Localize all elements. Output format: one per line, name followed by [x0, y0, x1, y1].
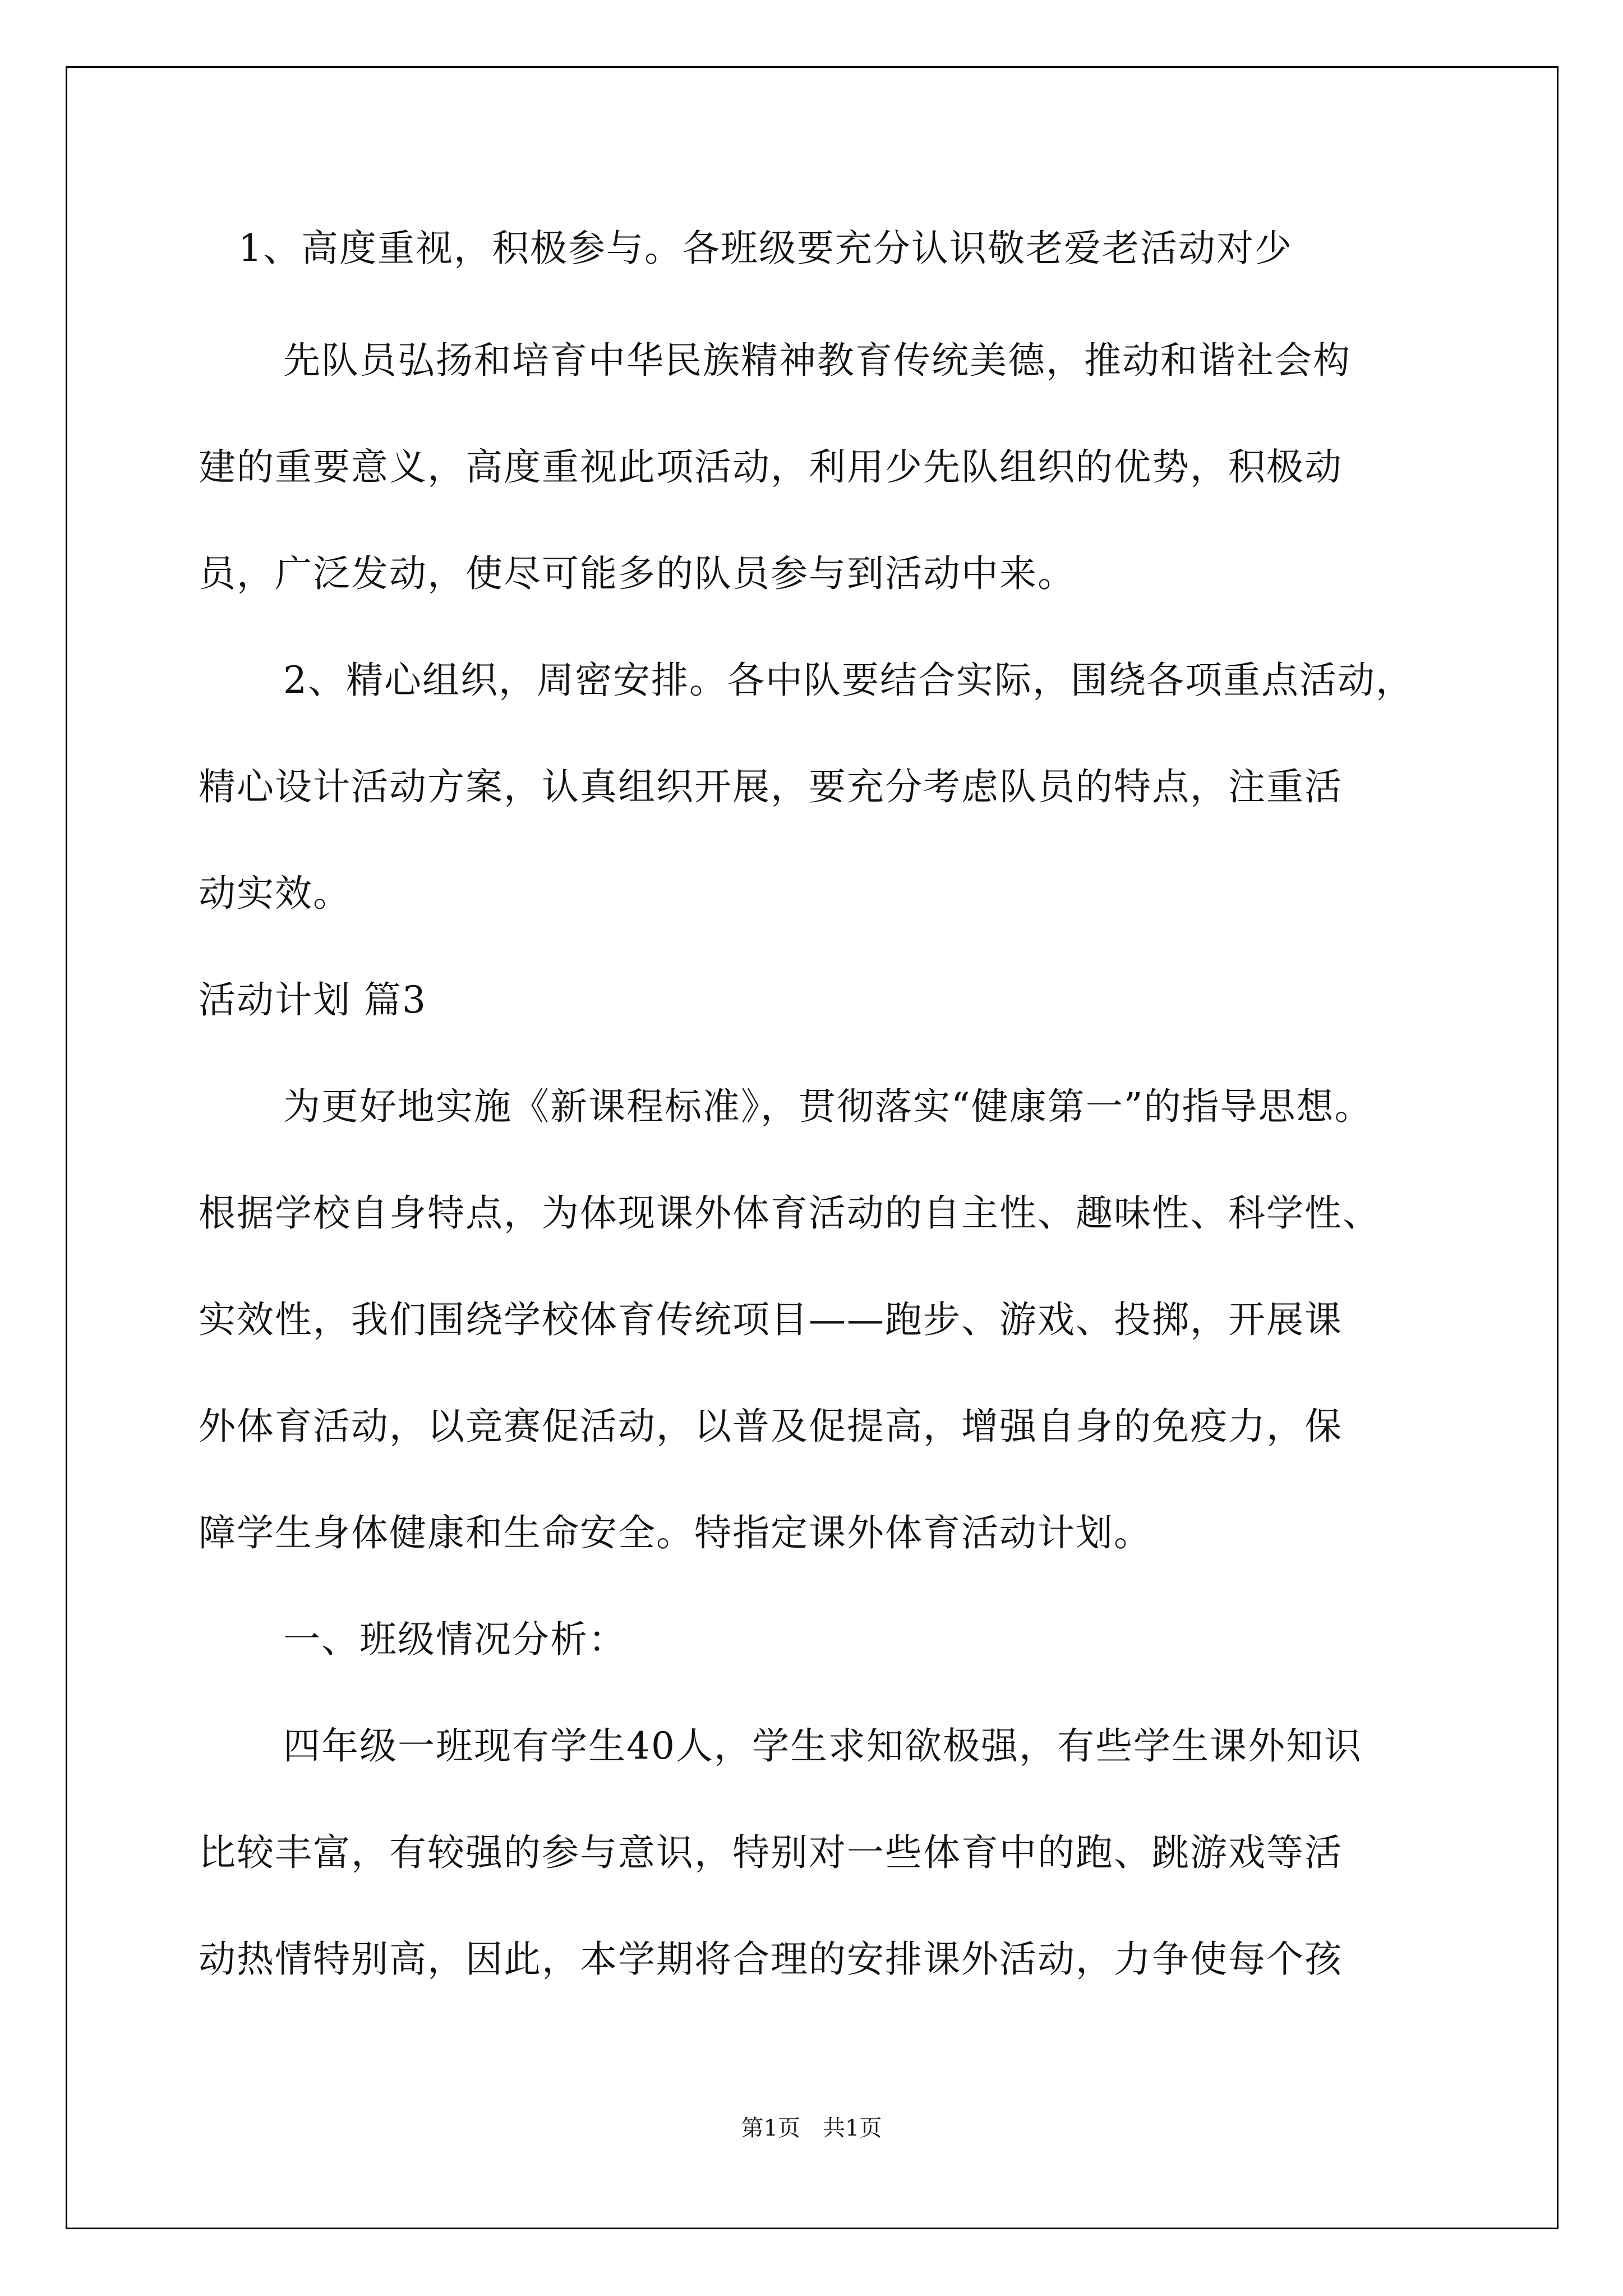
section-heading: 活动计划 篇3 [199, 978, 427, 1022]
paragraph-line: 为更好地实施《新课程标准》，贯彻落实“健康第一”的指导思想。 [283, 1085, 1373, 1128]
subsection-heading: 一、班级情况分析： [283, 1618, 626, 1661]
paragraph-line: 实效性，我们围绕学校体育传统项目——跑步、游戏、投掷，开展课 [199, 1298, 1343, 1341]
paragraph-line: 员，广泛发动，使尽可能多的队员参与到活动中来。 [199, 552, 1076, 595]
paragraph-line: 1、高度重视，积极参与。各班级要充分认识敬老爱老活动对少 [238, 227, 1293, 270]
paragraph-line: 比较丰富，有较强的参与意识，特别对一些体育中的跑、跳游戏等活 [199, 1831, 1343, 1874]
page-footer: 第1页 共1页 [741, 2115, 882, 2141]
paragraph-line: 精心设计活动方案，认真组织开展，要充分考虑队员的特点，注重活 [199, 765, 1343, 808]
paragraph-line: 根据学校自身特点，为体现课外体育活动的自主性、趣味性、科学性、 [199, 1191, 1381, 1235]
paragraph-line: 建的重要意义，高度重视此项活动，利用少先队组织的优势，积极动 [199, 445, 1343, 489]
paragraph-line: 四年级一班现有学生40人，学生求知欲极强，有些学生课外知识 [283, 1724, 1362, 1768]
paragraph-line: 外体育活动，以竞赛促活动，以普及促提高，增强自身的免疫力，保 [199, 1405, 1343, 1448]
paragraph-line: 2、精心组织，周密安排。各中队要结合实际，围绕各项重点活动， [283, 659, 1414, 702]
paragraph-line: 先队员弘扬和培育中华民族精神教育传统美德，推动和谐社会构 [283, 339, 1351, 382]
paragraph-line: 动热情特别高，因此，本学期将合理的安排课外活动，力争使每个孩 [199, 1938, 1343, 1981]
page-border [66, 66, 1559, 2229]
paragraph-line: 动实效。 [199, 872, 351, 915]
paragraph-line: 障学生身体健康和生命安全。特指定课外体育活动计划。 [199, 1511, 1152, 1554]
